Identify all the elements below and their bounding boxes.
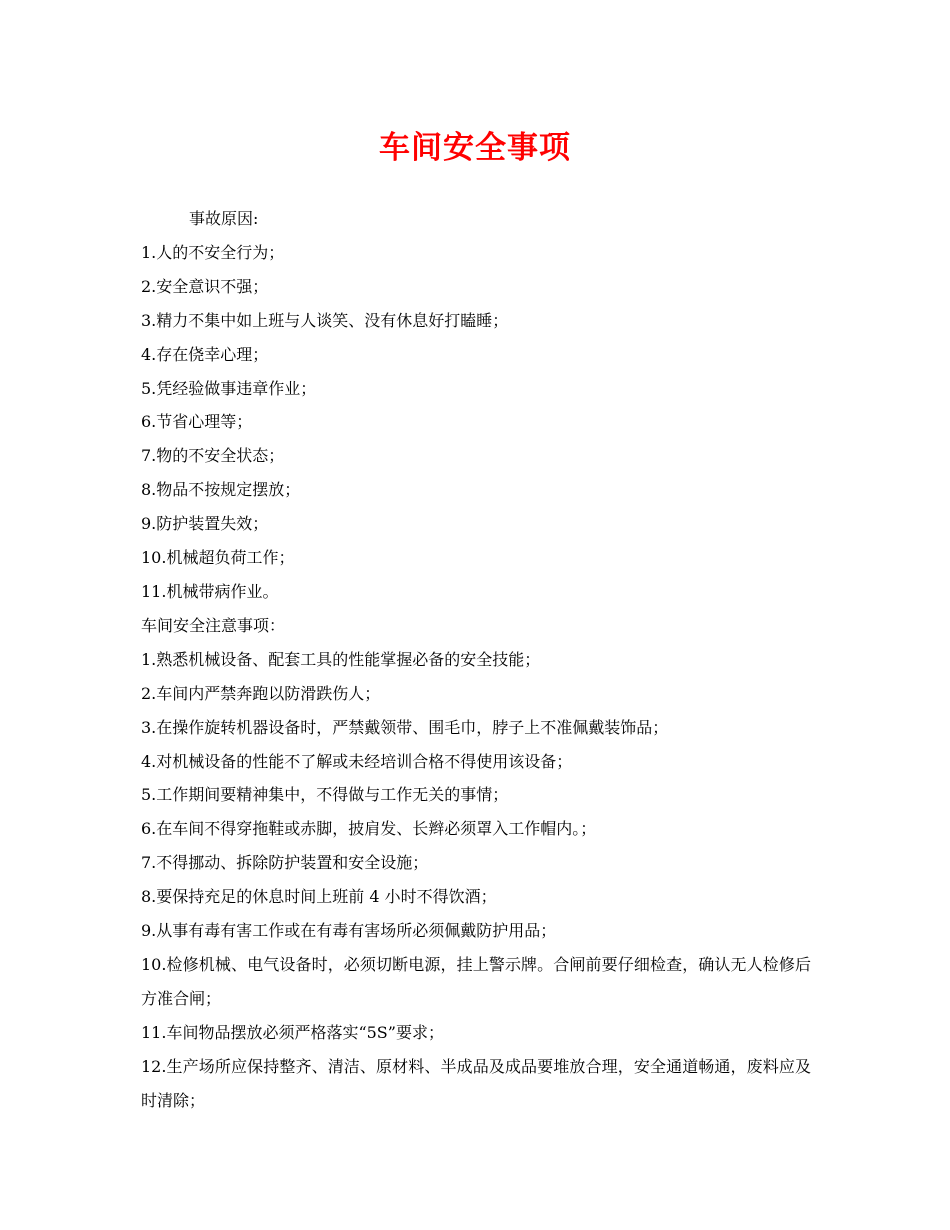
list-item: 10.机械超负荷工作；: [141, 548, 295, 568]
list-item: 10.检修机械、电气设备时，必须切断电源，挂上警示牌。合闸前要仔细检查，确认无人检修后方准合闸；: [141, 954, 811, 1008]
list-item: 2.安全意识不强；: [141, 276, 269, 296]
list-item: 3.精力不集中如上班与人谈笑、没有休息好打瞌睡；: [141, 310, 509, 330]
list-item: 8.物品不按规定摆放；: [141, 480, 301, 500]
document-body: [141, 202, 811, 1117]
list-item: 6.在车间不得穿拖鞋或赤脚，披肩发、长辫必须罩入工作帽内。；: [141, 819, 597, 839]
list-item: 12.生产场所应保持整齐、清洁、原材料、半成品及成品要堆放合理，安全通道畅通，废料应及时清除；: [141, 1056, 811, 1110]
list-item: 3.在操作旋转机器设备时，严禁戴领带、围毛巾，脖子上不准佩戴装饰品；: [141, 717, 669, 737]
list-item: 1.人的不安全行为；: [141, 242, 285, 262]
list-item: 4.存在侥幸心理；: [141, 344, 269, 364]
causes-list: [141, 236, 811, 609]
list-item: 11.车间物品摆放必须严格落实“5S”要求；: [141, 1022, 444, 1042]
list-item: 9.防护装置失效；: [141, 514, 269, 534]
list-item: 6.节省心理等；: [141, 412, 253, 432]
list-item: 5.工作期间要精神集中，不得做与工作无关的事情；: [141, 785, 509, 805]
list-item: 7.物的不安全状态；: [141, 446, 285, 466]
precautions-list: [141, 643, 811, 1118]
list-item: 4.对机械设备的性能不了解或未经培训合格不得使用该设备；: [141, 751, 573, 771]
document-title: 车间安全事项: [379, 130, 571, 166]
causes-heading: 事故原因:: [189, 209, 259, 228]
list-item: 11.机械带病作业。: [141, 581, 279, 601]
precautions-heading: 车间安全注意事项：: [141, 615, 286, 635]
list-item: 9.从事有毒有害工作或在有毒有害场所必须佩戴防护用品；: [141, 921, 557, 941]
list-item: 7.不得挪动、拆除防护装置和安全设施；: [141, 853, 429, 873]
list-item: 5.凭经验做事违章作业；: [141, 378, 317, 398]
list-item: 1.熟悉机械设备、配套工具的性能掌握必备的安全技能；: [141, 649, 541, 669]
list-item: 2.车间内严禁奔跑以防滑跌伤人；: [141, 683, 381, 703]
list-item: 8.要保持充足的休息时间上班前 4 小时不得饮酒；: [141, 887, 497, 907]
